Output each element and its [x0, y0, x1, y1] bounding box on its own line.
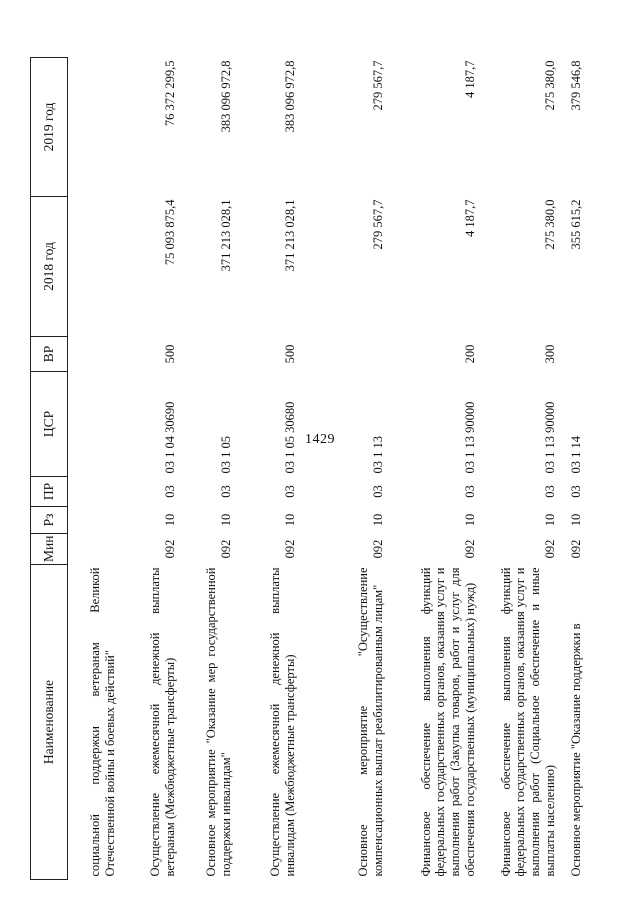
table-row [482, 58, 562, 880]
row-pr: 03 [568, 485, 583, 498]
table-row [68, 58, 122, 880]
row-2019: 383 096 972,8 [282, 60, 297, 133]
table-row [122, 58, 182, 880]
row-min: 092 [542, 539, 557, 559]
row-pr: 03 [282, 485, 297, 498]
row-csr: 03 1 14 [568, 436, 583, 474]
row-rz: 10 [218, 513, 233, 527]
row-rz [68, 507, 122, 534]
row-2018 [68, 197, 122, 337]
row-2018: 275 380,0 [542, 199, 557, 250]
table-row [302, 58, 390, 880]
row-2019: 76 372 299,5 [162, 60, 177, 127]
row-pr: 03 [462, 485, 477, 498]
row-rz: 10 [568, 513, 583, 527]
table-row [562, 58, 588, 880]
row-name: Осуществление ежемесячной денежной выплаты ветеранам (Межбюджетные трансферты) [148, 567, 177, 877]
table-header-row [31, 58, 68, 880]
row-pr: 03 [542, 485, 557, 498]
row-csr: 03 1 13 [370, 436, 385, 474]
table-row [182, 58, 238, 880]
row-min: 092 [462, 539, 477, 559]
row-2018: 355 615,2 [568, 199, 583, 250]
table-row [238, 58, 302, 880]
budget-table [30, 57, 588, 880]
header-min: Мин [31, 534, 68, 565]
row-csr: 03 1 05 [218, 436, 233, 474]
row-rz: 10 [370, 513, 385, 527]
row-vr: 500 [282, 344, 297, 364]
row-rz: 10 [162, 513, 177, 527]
row-name: Осуществление ежемесячной денежной выплаты инвалидам (Межбюджетные трансферты) [268, 567, 297, 877]
row-min: 092 [370, 539, 385, 559]
row-2019: 279 567,7 [370, 60, 385, 111]
row-2018: 75 093 875,4 [162, 199, 177, 266]
row-min: 092 [218, 539, 233, 559]
row-vr [182, 337, 238, 372]
row-vr: 300 [542, 344, 557, 364]
row-2018: 279 567,7 [370, 199, 385, 250]
row-2019 [68, 58, 122, 197]
row-csr: 03 1 05 30680 [282, 401, 297, 474]
row-name: Основное мероприятие "Оказание поддержки в [568, 623, 583, 877]
row-name: Финансовое обеспечение выполнения функций федеральных государственных органов, оказания услуг и выполнения работ (Закупка товаров, работ и услуг для обеспечения государственных (муниципальных) нужд) [418, 567, 477, 877]
table-row [390, 58, 482, 880]
row-name: Финансовое обеспечение выполнения функций федеральных государственных органов, оказания услуг и выполнения работ (Социальное обеспечение и иные выплаты населению) [498, 567, 557, 877]
row-vr: 500 [162, 344, 177, 364]
row-min: 092 [568, 539, 583, 559]
row-min: 092 [282, 539, 297, 559]
row-csr: 03 1 13 90000 [542, 401, 557, 474]
row-min: 092 [162, 539, 177, 559]
row-vr [562, 337, 588, 372]
rotated-table-container [30, 58, 592, 880]
page-number: 1429 [305, 432, 335, 447]
row-2018: 371 213 028,1 [218, 199, 233, 272]
header-csr: ЦСР [31, 372, 68, 477]
row-pr [68, 477, 122, 507]
row-vr [302, 337, 390, 372]
row-name: социальной поддержки ветеранам Великой Отечественной войны и боевых действий" [88, 567, 117, 877]
row-min [68, 534, 122, 565]
row-vr [68, 337, 122, 372]
header-2019: 2019 год [31, 58, 68, 197]
row-pr: 03 [218, 485, 233, 498]
header-name: Наименование [31, 565, 68, 880]
row-2018: 371 213 028,1 [282, 199, 297, 272]
row-csr [68, 372, 122, 477]
row-csr: 03 1 04 30690 [162, 401, 177, 474]
header-2018: 2018 год [31, 197, 68, 337]
header-pr: ПР [31, 477, 68, 507]
row-2019: 383 096 972,8 [218, 60, 233, 133]
header-vr: ВР [31, 337, 68, 372]
row-pr: 03 [162, 485, 177, 498]
row-csr: 03 1 13 90000 [462, 401, 477, 474]
row-2018: 4 187,7 [462, 199, 477, 237]
header-rz: Рз [31, 507, 68, 534]
row-pr: 03 [370, 485, 385, 498]
row-rz: 10 [542, 513, 557, 527]
row-name: Основное мероприятие "Осуществление компенсационных выплат реабилитированным лицам" [356, 567, 385, 877]
row-rz: 10 [282, 513, 297, 527]
row-2019: 275 380,0 [542, 60, 557, 111]
row-2019: 379 546,8 [568, 60, 583, 111]
row-vr: 200 [462, 344, 477, 364]
row-name: Основное мероприятие "Оказание мер государственной поддержки инвалидам" [204, 567, 233, 877]
row-rz: 10 [462, 513, 477, 527]
row-2019: 4 187,7 [462, 60, 477, 98]
